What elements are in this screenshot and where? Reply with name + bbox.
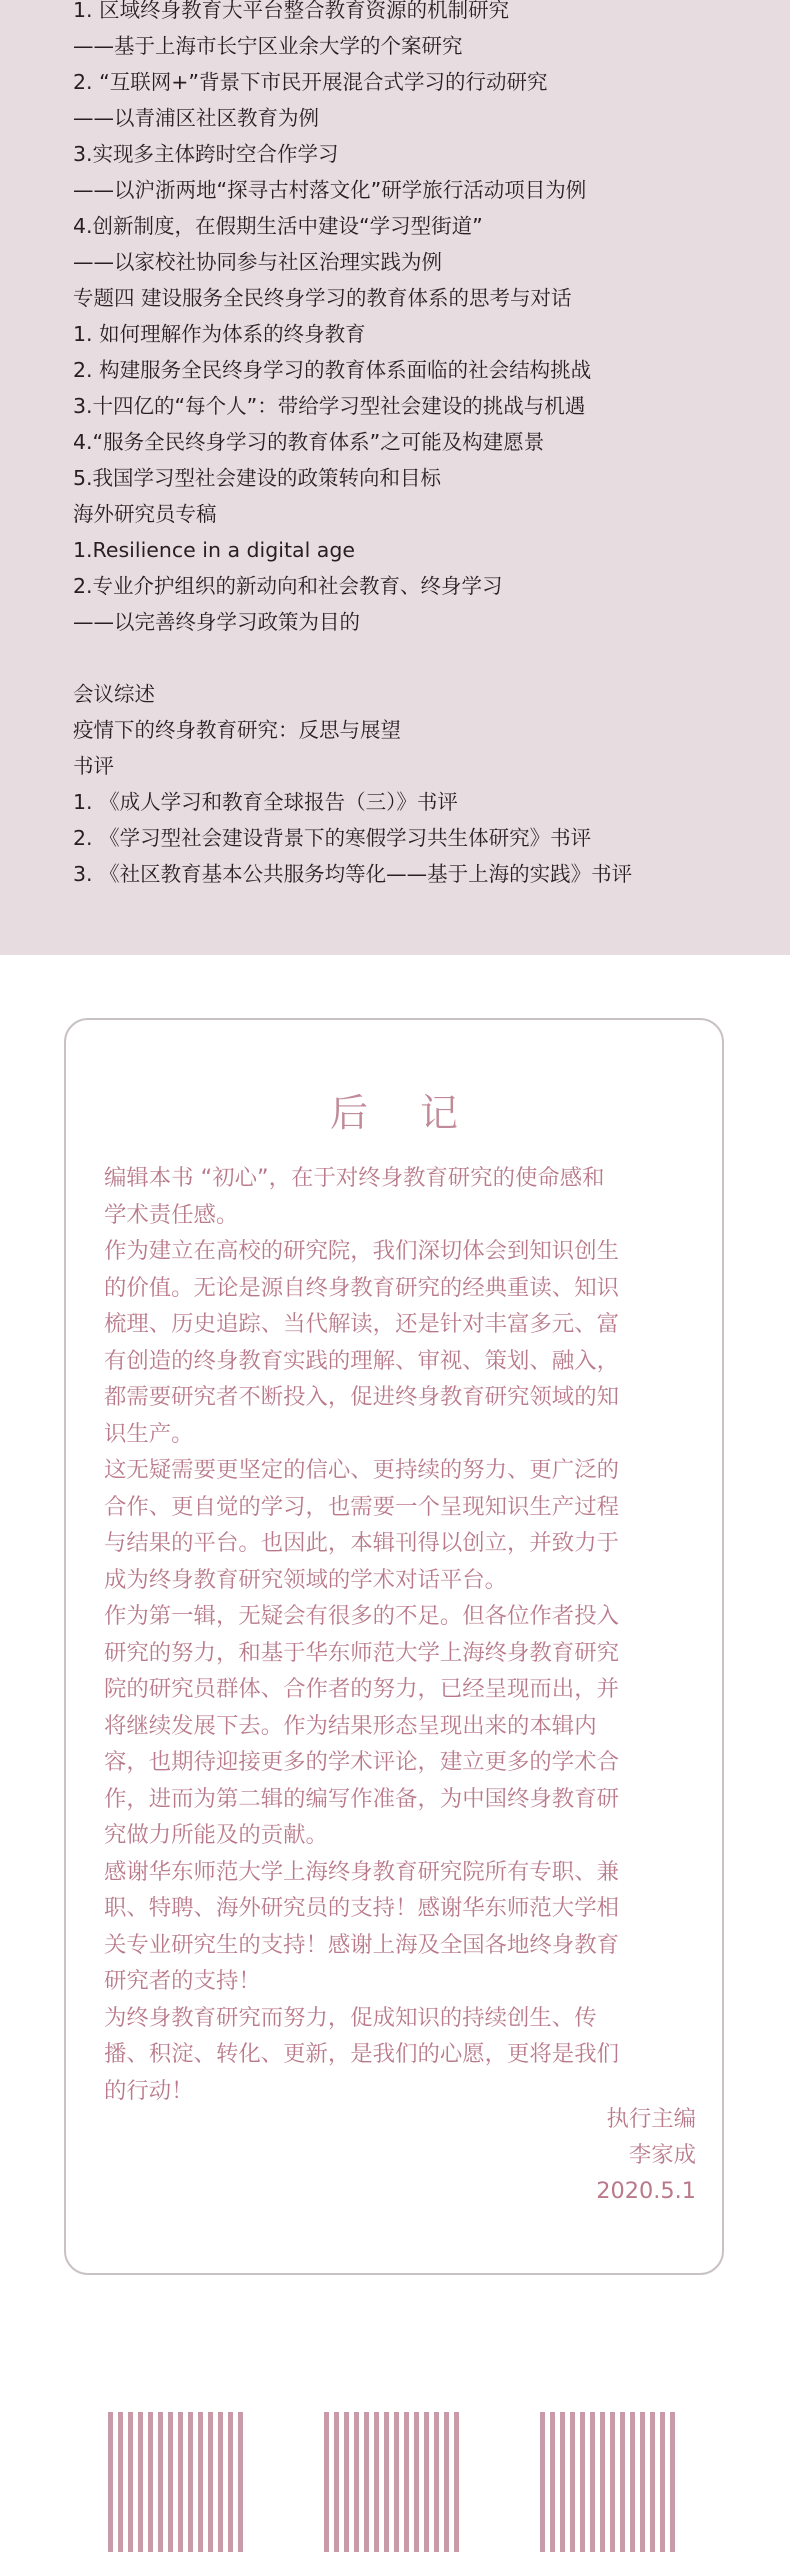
postscript-line: 播、积淀、转化、更新，是我们的心愿，更将是我们 (104, 2041, 619, 2067)
postscript-date: 2020.5.1 (596, 2178, 696, 2204)
toc-section-heading: 海外研究员专稿 (73, 502, 217, 526)
postscript-line: 成为终身教育研究领域的学术对话平台。 (104, 1566, 508, 1593)
toc-spacer (73, 640, 632, 676)
postscript-line: 有创造的终身教育实践的理解、审视、策划、融入， (104, 1347, 619, 1374)
toc-entry: 3. 《社区教育基本公共服务均等化——基于上海的实践》书评 (73, 862, 633, 886)
toc-entry-subtitle: ——以青浦区社区教育为例 (73, 106, 319, 130)
toc-entry: 2.专业介护组织的新动向和社会教育、终身学习 (73, 574, 503, 598)
postscript-line: 院的研究员群体、合作者的努力，已经呈现而出，并 (104, 1676, 619, 1702)
toc-entry: 5.我国学习型社会建设的政策转向和目标 (73, 466, 442, 490)
postscript-body (104, 1160, 684, 2109)
postscript-line: 作为建立在高校的研究院，我们深切体会到知识创生 (104, 1238, 619, 1264)
postscript-line: 合作、更自觉的学习，也需要一个呈现知识生产过程 (104, 1493, 619, 1520)
toc-entry: 4.创新制度，在假期生活中建设“学习型街道” (73, 214, 483, 238)
toc-section-heading: 会议综述 (73, 682, 155, 706)
postscript-line: 学术责任感。 (104, 1201, 239, 1228)
postscript-title: 后记 (329, 1091, 510, 1135)
postscript-line: 识生产。 (104, 1420, 194, 1447)
postscript-line: 为终身教育研究而努力，促成知识的持续创生、传 (104, 2004, 597, 2031)
postscript-line: 编辑本书 “初心”，在于对终身教育研究的使命感和 (104, 1165, 605, 1191)
toc-entry: 2. “互联网+”背景下市民开展混合式学习的行动研究 (73, 70, 548, 94)
postscript-line: 研究的努力，和基于华东师范大学上海终身教育研究 (104, 1639, 619, 1666)
toc-entry: 3.十四亿的“每个人”：带给学习型社会建设的挑战与机遇 (73, 394, 586, 418)
postscript-line: 容，也期待迎接更多的学术评论，建立更多的学术合 (104, 1749, 619, 1775)
toc-section-heading: 书评 (73, 754, 114, 778)
postscript-line: 研究者的支持！ (104, 1968, 261, 1994)
toc-entry: 1. 《成人学习和教育全球报告（三）》书评 (73, 790, 458, 814)
postscript-line: 究做力所能及的贡献。 (104, 1822, 328, 1848)
editor-name: 李家成 (628, 2142, 696, 2168)
toc-section-heading: 专题四 建设服务全民终身学习的教育体系的思考与对话 (73, 286, 572, 310)
toc-entry: 1.Resilience in a digital age (73, 538, 355, 562)
toc-entry: 1. 如何理解作为体系的终身教育 (73, 322, 366, 346)
toc-entry-subtitle: ——以沪浙两地“探寻古村落文化”研学旅行活动项目为例 (73, 178, 587, 202)
postscript-line: 梳理、历史追踪、当代解读，还是针对丰富多元、富 (104, 1311, 619, 1337)
toc-entry-subtitle: ——基于上海市长宁区业余大学的个案研究 (73, 34, 463, 58)
toc-list (73, 0, 632, 892)
toc-entry: 疫情下的终身教育研究：反思与展望 (73, 718, 401, 742)
postscript-line: 都需要研究者不断投入，促进终身教育研究领域的知 (104, 1384, 619, 1410)
postscript-line: 作，进而为第二辑的编写作准备，为中国终身教育研 (104, 1785, 619, 1812)
decorative-stripes (540, 2412, 680, 2552)
toc-entry-subtitle: ——以家校社协同参与社区治理实践为例 (73, 250, 442, 274)
postscript-line: 这无疑需要更坚定的信心、更持续的努力、更广泛的 (104, 1457, 619, 1483)
editor-role: 执行主编 (606, 2106, 696, 2132)
toc-entry-subtitle: ——以完善终身学习政策为目的 (73, 610, 360, 634)
table-of-contents (0, 0, 790, 955)
postscript-line: 的价值。无论是源自终身教育研究的经典重读、知识 (104, 1274, 619, 1301)
postscript-signature (596, 2101, 696, 2209)
decorative-stripes (324, 2412, 464, 2552)
postscript-line: 与结果的平台。也因此，本辑刊得以创立，并致力于 (104, 1530, 619, 1556)
postscript-line: 职、特聘、海外研究员的支持！感谢华东师范大学相 (104, 1895, 619, 1921)
postscript-line: 作为第一辑，无疑会有很多的不足。但各位作者投入 (104, 1603, 619, 1629)
postscript-line: 的行动！ (104, 2077, 194, 2104)
decorative-stripes (108, 2412, 248, 2552)
toc-entry: 1. 区域终身教育大平台整合教育资源的机制研究 (73, 0, 510, 22)
toc-entry: 3.实现多主体跨时空合作学习 (73, 142, 339, 166)
postscript-line: 关专业研究生的支持！感谢上海及全国各地终身教育 (104, 1931, 619, 1958)
toc-entry: 2. 《学习型社会建设背景下的寒假学习共生体研究》书评 (73, 826, 592, 850)
toc-entry: 2. 构建服务全民终身学习的教育体系面临的社会结构挑战 (73, 358, 592, 382)
postscript-card (64, 1018, 724, 2275)
toc-entry: 4.“服务全民终身学习的教育体系”之可能及构建愿景 (73, 430, 545, 454)
postscript-line: 将继续发展下去。作为结果形态呈现出来的本辑内 (104, 1712, 597, 1739)
postscript-line: 感谢华东师范大学上海终身教育研究院所有专职、兼 (104, 1858, 619, 1885)
